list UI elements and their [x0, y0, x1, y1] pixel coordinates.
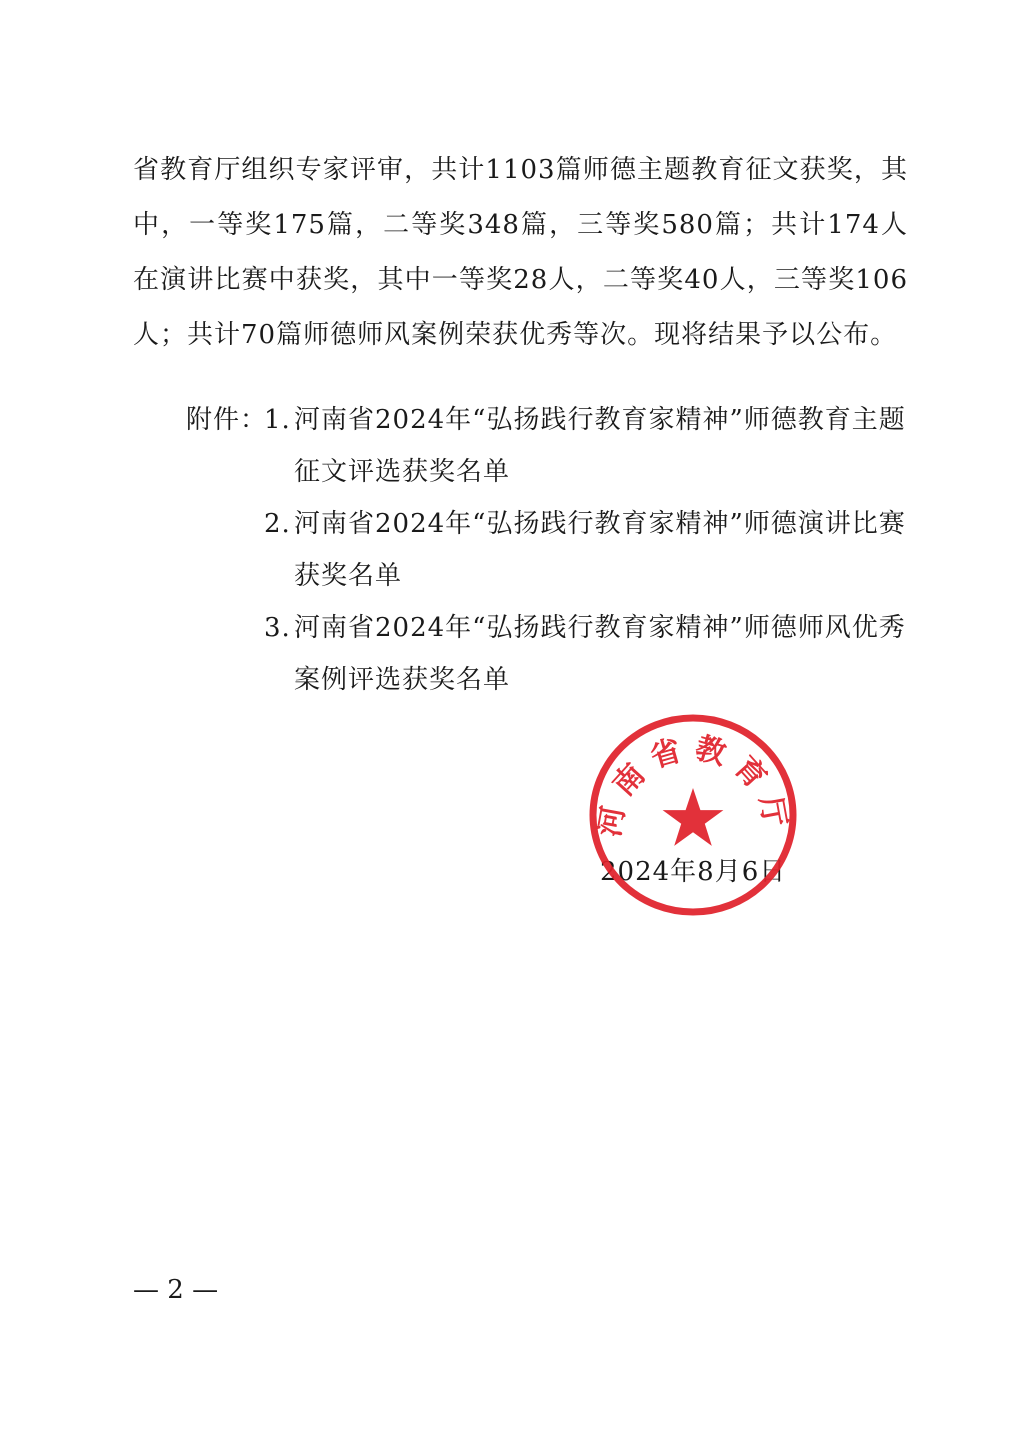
page-number: — 2 — [133, 1275, 219, 1305]
attachment-title: 河南省2024年“弘扬践行教育家精神”师德师风优秀案例评选获奖名单 [294, 613, 906, 695]
attachment-number: 3. [264, 613, 291, 643]
star-icon [663, 788, 724, 846]
attachment-number: 1. [264, 405, 291, 435]
body-paragraph: 省教育厅组织专家评审，共计1103篇师德主题教育征文获奖，其中，一等奖175篇，二等奖348篇，三等奖580篇；共计174人在演讲比赛中获奖，其中一等奖28人，二等奖40人，三等奖106人；共计70篇师德师风案例荣获优秀等次。现将结果予以公布。 [133, 155, 908, 350]
issue-date: 2024年8月6日 [600, 857, 787, 887]
attachment-number: 2. [264, 509, 291, 539]
attachments-label: 附件： [186, 405, 268, 435]
attachment-title: 河南省2024年“弘扬践行教育家精神”师德演讲比赛获奖名单 [294, 509, 906, 591]
seal-text: 河南省教育厅 [592, 730, 794, 840]
official-seal-stamp [585, 710, 801, 920]
attachment-title: 河南省2024年“弘扬践行教育家精神”师德教育主题征文评选获奖名单 [294, 405, 906, 487]
